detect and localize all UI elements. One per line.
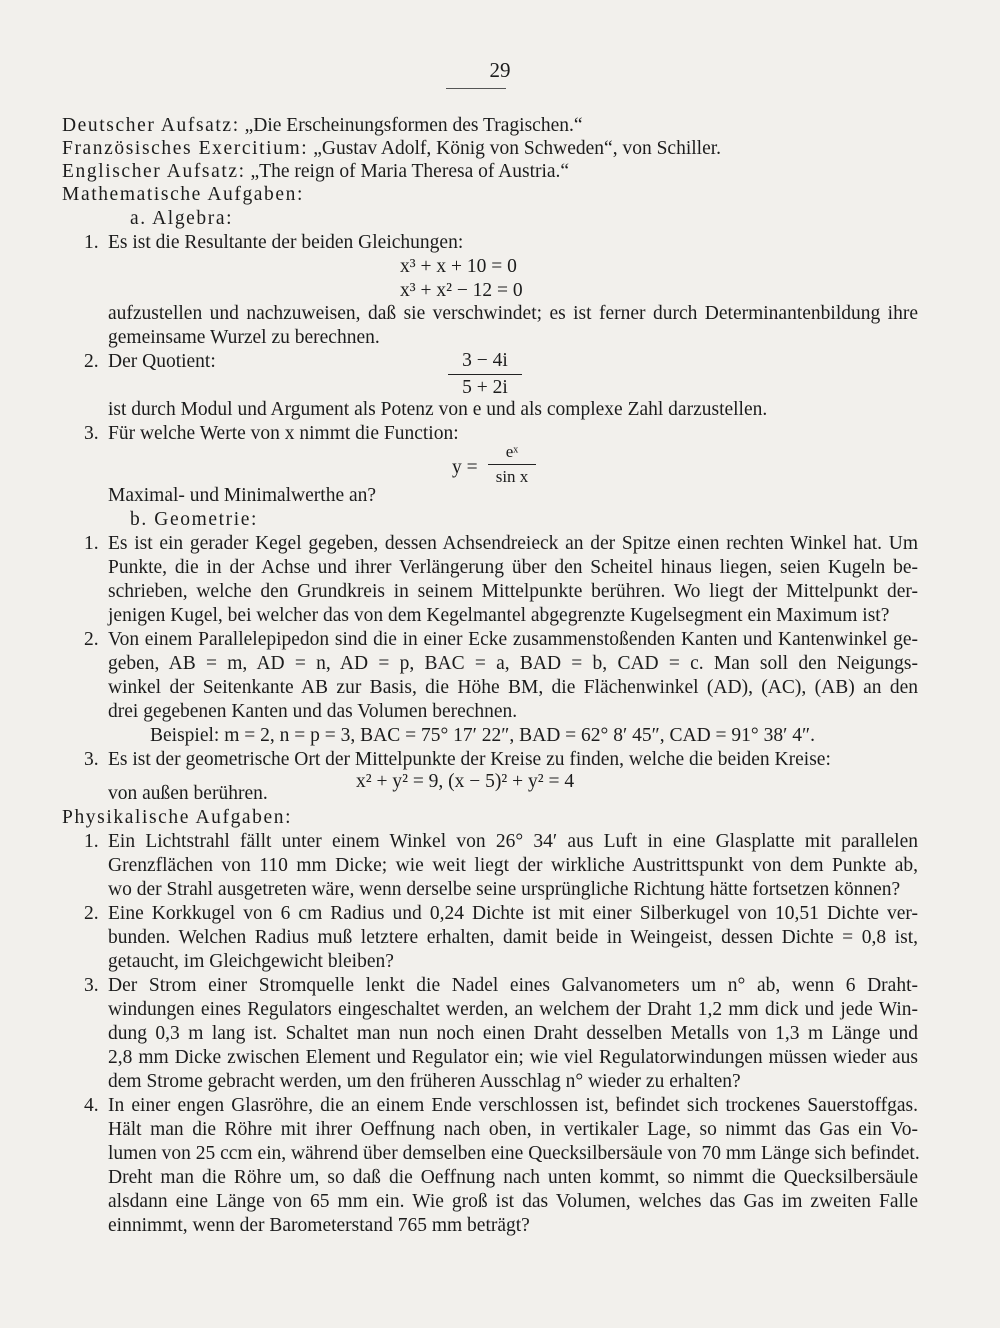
- mathe-heading: Mathematische Aufgaben:: [62, 184, 305, 205]
- p2-line3: getaucht, im Gleichgewicht bleiben?: [108, 951, 394, 972]
- engl-text: „The reign of Maria Theresa of Austria.“: [250, 161, 570, 182]
- a2-numerator: 3 − 4i: [462, 350, 508, 371]
- a3-lhs: y =: [452, 457, 478, 478]
- a3-number: 3.: [84, 423, 99, 444]
- deutsch-label: Deutscher Aufsatz:: [62, 115, 240, 136]
- page-number-rule: [446, 88, 506, 89]
- g2-line3: winkel der Seitenkante AB zur Basis, die Höhe BM, die Flächenwinkel (AD), (AC), (AB) an den: [108, 677, 918, 698]
- p4-line1: In einer engen Glasröhre, die an einem Ende verschlossen ist, befindet sich trockenes Sauerstoffgas.: [108, 1095, 918, 1116]
- g3-line1: Es ist der geometrische Ort der Mittelpunkte der Kreise zu finden, welche die beiden Kreise:: [108, 749, 831, 770]
- engl-line: [62, 160, 569, 184]
- g3-equation: x² + y² = 9, (x − 5)² + y² = 4: [356, 771, 575, 792]
- engl-label: Englischer Aufsatz:: [62, 161, 246, 182]
- g2-line2: geben, AB = m, AD = n, AD = p, BAC = a, BAD = b, CAD = c. Man soll den Neigungs-: [108, 653, 918, 674]
- p1-line2: Grenzflächen von 110 mm Dicke; wie weit liegt der wirkliche Austrittspunkt von dem Punkte ab,: [108, 855, 918, 876]
- g3-number: 3.: [84, 749, 99, 770]
- a1-line2: aufzustellen und nachzuweisen, daß sie verschwindet; es ist ferner durch Determinantenbildung ihre: [108, 303, 918, 324]
- a3-numerator: eˣ: [505, 442, 519, 461]
- p2-line2: bunden. Welchen Radius muß letztere erhalten, damit beide in Weingeist, dessen Dichte = 0,8 ist,: [108, 927, 918, 948]
- p3-line4: 2,8 mm Dicke zwischen Element und Regulator ein; wie viel Regulatorwindungen müssen wieder aus: [108, 1047, 918, 1068]
- p4-number: 4.: [84, 1095, 99, 1116]
- g2-line1: Von einem Parallelepipedon sind die in einer Ecke zusammenstoßenden Kanten und Kantenwinkel ge-: [108, 629, 918, 650]
- a3-fraction-bar: [488, 464, 536, 465]
- a2-fraction: [448, 350, 522, 399]
- a1-line1: Es ist die Resultante der beiden Gleichungen:: [108, 232, 464, 253]
- p3-line2: windungen eines Regulators eingeschaltet werden, an welchem der Draht 1,2 mm dick und jede Win-: [108, 999, 918, 1020]
- deutsch-line: [62, 114, 583, 138]
- g3-line2: von außen berühren.: [108, 783, 268, 804]
- a3-denominator: sin x: [495, 467, 529, 486]
- a2-line1: Der Quotient:: [108, 351, 216, 372]
- a1-number: 1.: [84, 232, 99, 253]
- algebra-heading: a. Algebra:: [130, 208, 234, 229]
- page-number: 29: [489, 58, 511, 82]
- p4-line5: alsdann eine Länge von 65 mm ein. Wie groß ist das Volumen, welches das Gas im zweiten Falle: [108, 1191, 918, 1212]
- geometrie-heading: b. Geometrie:: [130, 509, 259, 530]
- p1-line1: Ein Lichtstrahl fällt unter einem Winkel von 26° 34′ aus Luft in eine Glasplatte mit parallelen: [108, 831, 918, 852]
- p3-number: 3.: [84, 975, 99, 996]
- a2-line2: ist durch Modul und Argument als Potenz von e und als complexe Zahl darzustellen.: [108, 399, 768, 420]
- a3-fraction: [488, 442, 536, 487]
- g1-number: 1.: [84, 533, 99, 554]
- p4-line2: Hält man die Röhre mit ihrer Oeffnung nach oben, in vertikaler Lage, so nimmt das Gas ein Vo-: [108, 1119, 918, 1140]
- g2-number: 2.: [84, 629, 99, 650]
- p4-line3: lumen von 25 ccm ein, während über demselben eine Quecksilbersäule von 70 mm Länge sich befindet.: [108, 1143, 920, 1164]
- g2-line4: drei gegebenen Kanten und das Volumen berechnen.: [108, 701, 518, 722]
- g1-line1: Es ist ein gerader Kegel gegeben, dessen Achsendreieck an der Spitze einen rechten Winkel hat. Um: [108, 533, 918, 554]
- a1-equation2: x³ + x² − 12 = 0: [400, 280, 523, 301]
- g1-line2: Punkte, die in der Achse und ihrer Verlängerung über den Scheitel hinaus liegen, seien Kugeln be-: [108, 557, 918, 578]
- g1-line4: jenigen Kugel, bei welcher das von dem Kegelmantel abgegrenzte Kugelsegment ein Maximum ist?: [108, 605, 890, 626]
- a3-line2: Maximal- und Minimalwerthe an?: [108, 485, 377, 506]
- a2-denominator: 5 + 2i: [462, 377, 508, 398]
- p4-line4: Dreht man die Röhre um, so daß die Oeffnung nach unten kommt, so nimmt die Quecksilbersäule: [108, 1167, 918, 1188]
- p3-line5: dem Strome gebracht werden, um den früheren Ausschlag n° wieder zu erhalten?: [108, 1071, 741, 1092]
- p4-line6: einnimmt, wenn der Barometerstand 765 mm beträgt?: [108, 1215, 530, 1236]
- a3-line1: Für welche Werte von x nimmt die Function:: [108, 423, 459, 444]
- a1-equation1: x³ + x + 10 = 0: [400, 256, 517, 277]
- franz-label: Französisches Exercitium:: [62, 138, 309, 159]
- a2-number: 2.: [84, 351, 99, 372]
- franz-line: [62, 137, 721, 161]
- g2-example: Beispiel: m = 2, n = p = 3, BAC = 75° 17′ 22″, BAD = 62° 8′ 45″, CAD = 91° 38′ 4″.: [150, 725, 815, 746]
- p3-line3: dung 0,3 m lang ist. Schaltet man nun noch einen Draht desselben Metalls von 1,3 m Länge und: [108, 1023, 918, 1044]
- p3-line1: Der Strom einer Stromquelle lenkt die Nadel eines Galvanometers um n° ab, wenn 6 Draht-: [108, 975, 918, 996]
- p1-line3: wo der Strahl ausgetreten wäre, wenn derselbe seine ursprüngliche Richtung hätte fortsetzen können?: [108, 879, 901, 900]
- p1-number: 1.: [84, 831, 99, 852]
- p2-number: 2.: [84, 903, 99, 924]
- physik-heading: Physikalische Aufgaben:: [62, 807, 293, 828]
- franz-text: „Gustav Adolf, König von Schweden“, von Schiller.: [313, 138, 722, 159]
- deutsch-text: „Die Erscheinungsformen des Tragischen.“: [244, 115, 583, 136]
- g1-line3: schrieben, welche den Grundkreis in seinem Mittelpunkte berühren. Wo liegt der Mittelpunkt der-: [108, 581, 918, 602]
- p2-line1: Eine Korkkugel von 6 cm Radius und 0,24 Dichte ist mit einer Silberkugel von 10,51 Dichte ver-: [108, 903, 918, 924]
- a2-fraction-bar: [448, 374, 522, 375]
- a1-line3: gemeinsame Wurzel zu berechnen.: [108, 327, 380, 348]
